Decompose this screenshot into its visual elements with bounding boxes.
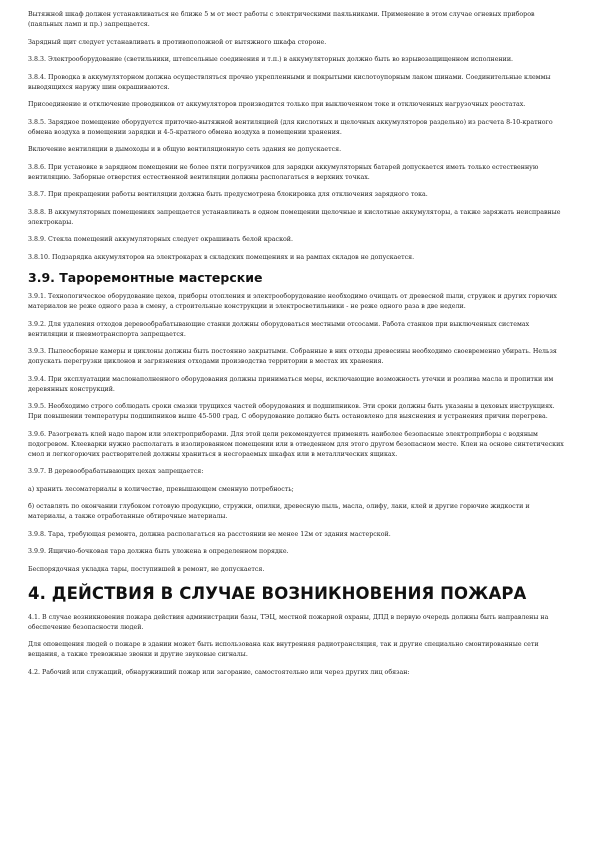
paragraph-charging-panel: Зарядный щит следует устанавливать в противоположной от вытяжного шкафа стороне.: [28, 38, 327, 46]
paragraph-3-8-10: 3.8.10. Подзарядка аккумуляторов на электрокарах в складских помещениях и на рампах складов не допускается.: [28, 253, 415, 261]
paragraph-3-8-4: 3.8.4. Проводка в аккумуляторном должна осуществляться прочно укрепленными и покрытыми кислотоупорным лаком шинами. Соединительные клеммы выводящихся наружу шин окрашиваются.: [28, 73, 551, 91]
paragraph-conductors: Присоединение и отключение проводников от аккумуляторов производится только при выключенном токе и отключенных нагрузочных реостатах.: [28, 101, 526, 108]
paragraph-item-b: б) оставлять по окончании глубоком готовую продукцию, стружки, опилки, древесную пыль, масла, олифу, лаки, клей и другие горючие жидкости и материалы, а также отработанные обтирочные материалы.: [28, 503, 530, 520]
paragraph-3-9-6: 3.9.6. Разогревать клей надо паром или электроприборами. Для этой цели рекомендуется применять наиболее безопасные электроприборы с водяным подогревом. Клееварки нужно располагать в изолированном помещении или в отведенном для этого другом безопасном месте. Клеи на основе синтетических смол и легкогорючих растворителей должны храниться в несгораемых шкафах или в металлических ящиках.: [28, 430, 564, 458]
paragraph-3-8-8: 3.8.8. В аккумуляторных помещениях запрещается устанавливать в одном помещении щелочные и кислотные аккумуляторы, а также заряжать неисправные электрокары.: [28, 208, 561, 226]
paragraph-3-9-1: 3.9.1. Технологическое оборудование цехов, приборы отопления и электрооборудование необходимо очищать от древесной пыли, стружек и других горючих материалов не реже одного раза в смену, а строительные конструкции и электросветильники - не реже одного раза в две недели.: [28, 293, 557, 310]
paragraph-4-1: 4.1. В случае возникновения пожара действия администрации базы, ТЭЦ, местной пожарной охраны, ДПД в первую очередь должны быть направлены на обеспечение безопасности людей.: [28, 613, 549, 631]
paragraph-3-8-7: 3.8.7. При прекращении работы вентиляции должна быть предусмотрена блокировка для отключения зарядного тока.: [28, 191, 428, 198]
paragraph-3-9-3: 3.9.3. Пылеосборные камеры и циклоны должны быть постоянно закрытыми. Собранные в них отходы древесины необходимо своевременно убирать. Нельзя допускать перегрузки циклонов и загрязнения отходами производства территории в местах их хранения.: [28, 348, 557, 365]
paragraph-item-a: а) хранить лесоматериалы в количестве, превышающем сменную потребность;: [28, 485, 294, 493]
paragraph-3-8-6: 3.8.6. При установке в зарядном помещении не более пяти погрузчиков для зарядки аккумуляторных батарей допускается иметь только естественную вентиляцию. Заборные отверстия естественной вентиляции должны располагаться в верхних точках.: [28, 163, 539, 181]
paragraph-3-8-9: 3.8.9. Стекла помещений аккумуляторных следует окрашивать белой краской.: [28, 236, 294, 243]
paragraph-alert-people: Для оповещения людей о пожаре в здании может быть использована как внутренняя радиотрансляция, так и другие специально смонтированные сети вещания, а также тревожные звонки и другие звуковые сигналы.: [28, 641, 539, 658]
section-heading-4: 4. ДЕЙСТВИЯ В СЛУЧАЕ ВОЗНИКНОВЕНИЯ ПОЖАРА: [28, 583, 527, 603]
paragraph-3-9-7: 3.9.7. В деревообрабатывающих цехах запрещается:: [28, 468, 204, 475]
paragraph-3-9-4: 3.9.4. При эксплуатации маслонаполненного оборудования должны приниматься меры, исключающие возможность утечки и розлива масла и пропитки им деревянных конструкций.: [28, 375, 554, 393]
paragraph-4-2: 4.2. Рабочий или служащий, обнаруживший пожар или загорание, самостоятельно или через других лиц обязан:: [28, 668, 410, 676]
paragraph-3-8-5: 3.8.5. Зарядное помещение оборудуется приточно-вытяжной вентиляцией (для кислотных и щелочных аккумуляторов раздельно) из расчета 8-10-кратного обмена воздуха в помещении зарядки и 4-5-кратного обмена воздуха в помещении хранения.: [28, 118, 553, 136]
section-heading-3-9: 3.9. Тароремонтные мастерские: [28, 270, 263, 285]
paragraph-3-9-2: 3.9.2. Для удаления отходов деревообрабатывающие станки должны оборудоваться местными отсосами. Работа станков при выключенных системах вентиляции и пневмотранспорта запрещается.: [28, 320, 530, 338]
paragraph-3-9-9: 3.9.9. Ящично-бочковая тара должна быть уложена в определенном порядке.: [28, 548, 289, 555]
paragraph-disorderly-stacking: Беспорядочная укладка тары, поступившей в ремонт, не допускается.: [28, 565, 265, 573]
paragraph-exhaust-hood: Вытяжной шкаф должен устанавливаться не ближе 5 м от мест работы с электрическими паяльниками. Применение в этом случае огневых приборов (паяльных ламп и пр.) запрещается.: [28, 11, 535, 28]
paragraph-3-9-8: 3.9.8. Тара, требующая ремонта, должна располагаться на расстоянии не менее 12м от здания мастерской.: [28, 530, 391, 538]
paragraph-3-8-3: 3.8.3. Электрооборудование (светильники, штепсельные соединения и т.п.) в аккумуляторных должно быть во взрывозащищенном исполнении.: [28, 56, 514, 63]
paragraph-3-9-5: 3.9.5. Необходимо строго соблюдать сроки смазки трущихся частей оборудования и подшипников. Эти сроки должны быть указаны в цеховых инструкциях. При повышении температуры подшипников выше 45-500 град. С оборудование должно быть остановлено для выяснения и устранения причин перегрева.: [28, 403, 555, 420]
paragraph-ventilation-chimneys: Включение вентиляции в дымоходы и в общую вентиляционную сеть здания не допускается.: [28, 146, 342, 153]
